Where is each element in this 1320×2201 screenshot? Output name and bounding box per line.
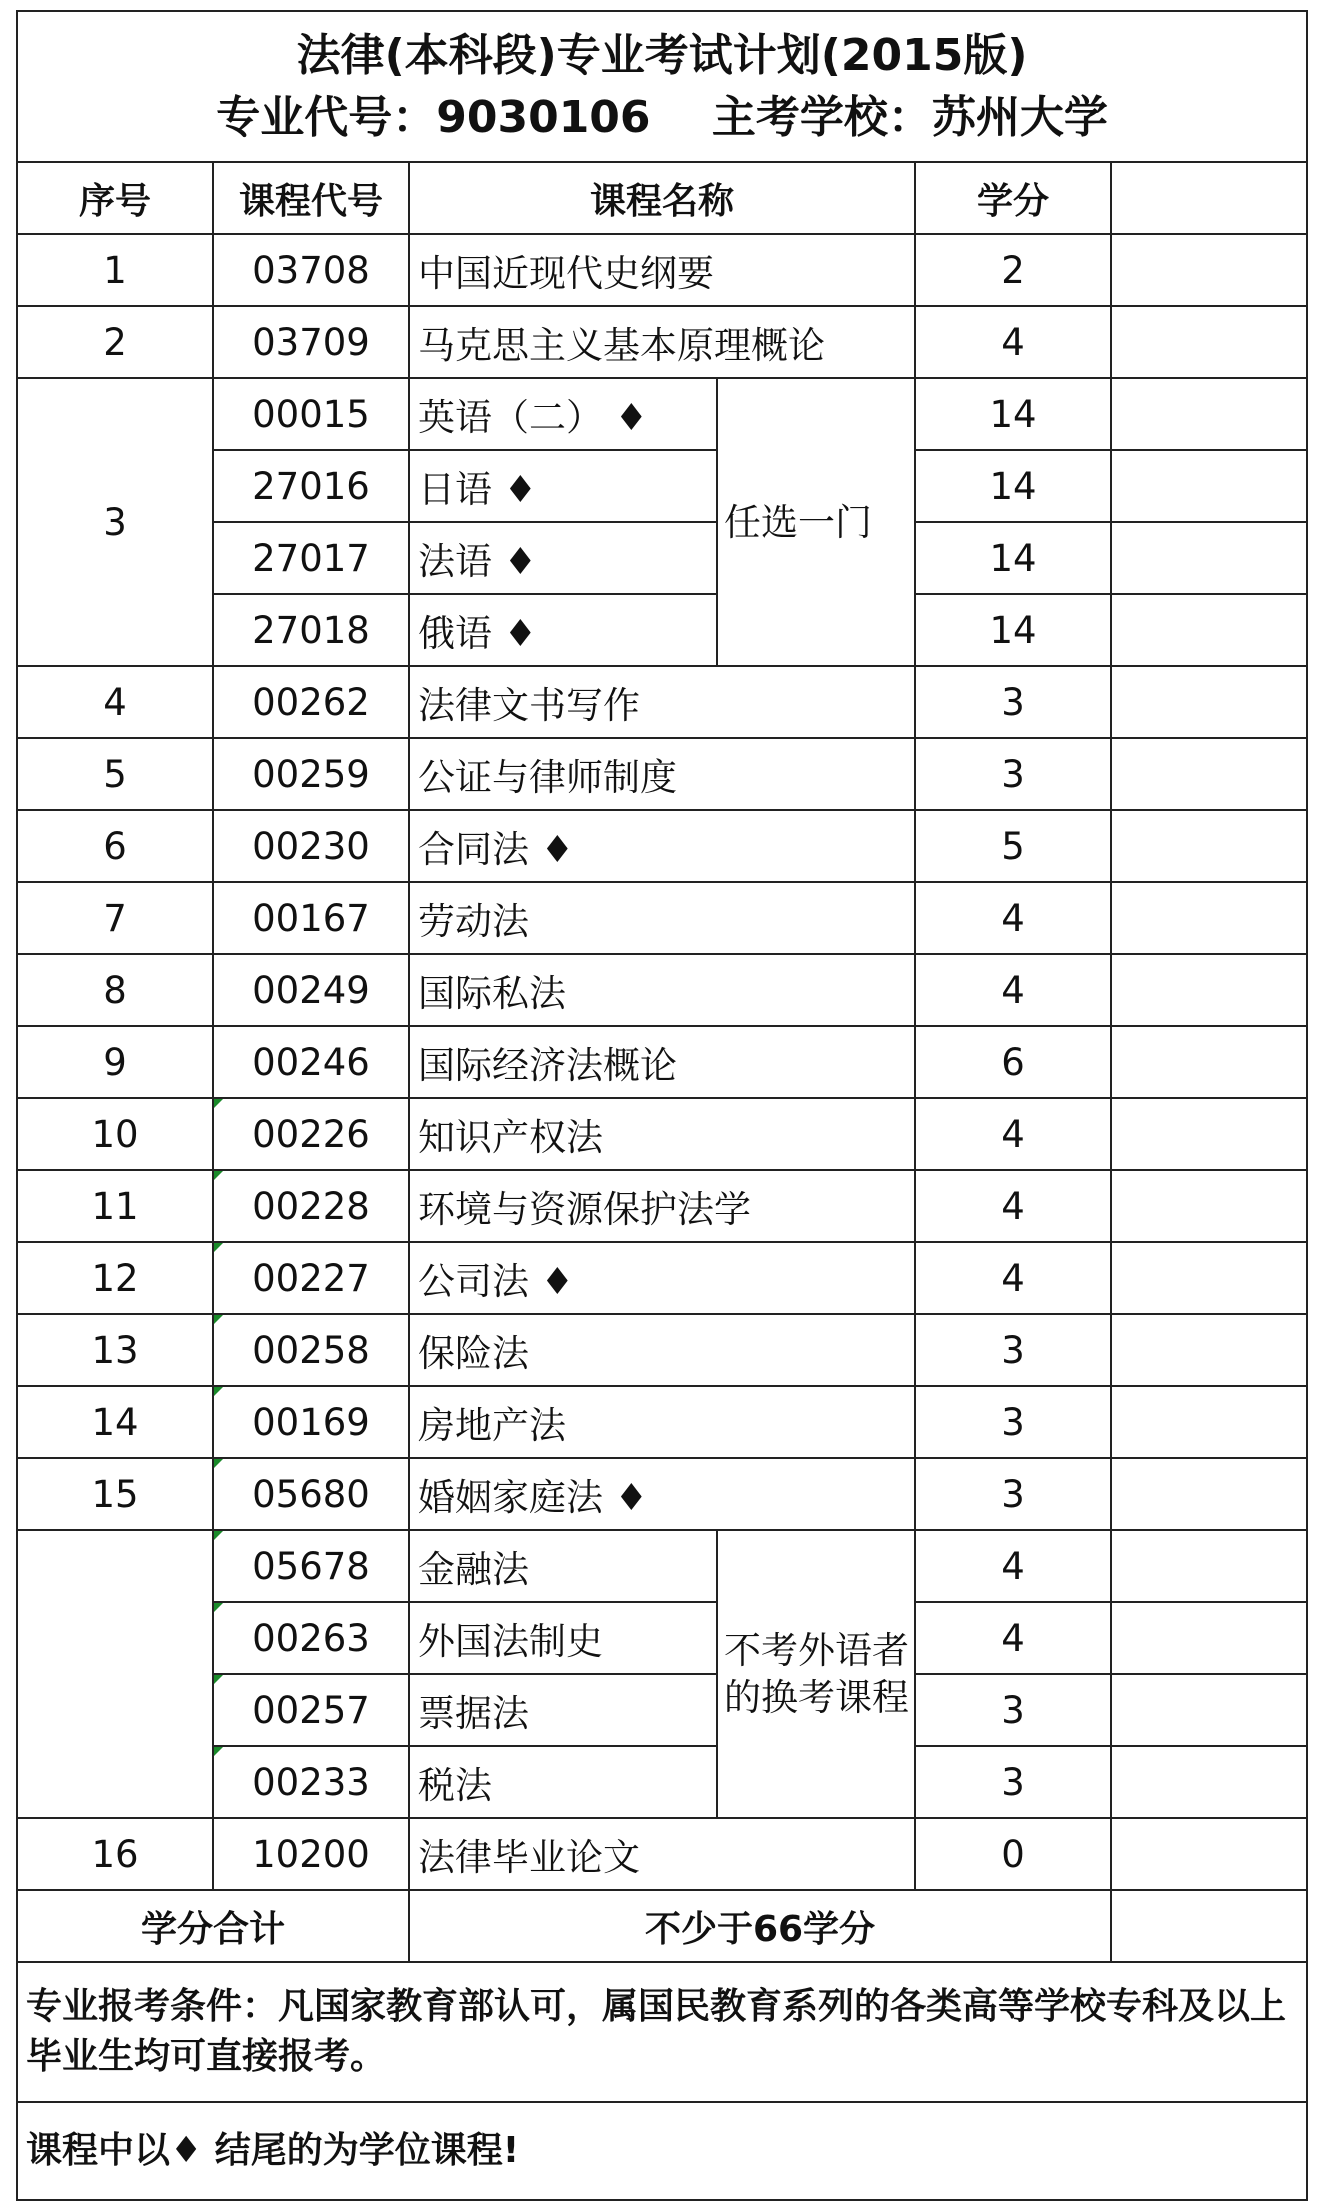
row-extra (1111, 378, 1307, 450)
row-credit: 3 (915, 1314, 1111, 1386)
table-row (17, 1026, 1307, 1098)
row-credit: 5 (915, 810, 1111, 882)
row-extra (1111, 1746, 1307, 1818)
row-code-cell (213, 1458, 409, 1530)
row-extra (1111, 1170, 1307, 1242)
row-credit: 6 (915, 1026, 1111, 1098)
row-name: 外国法制史 (409, 1602, 717, 1674)
row-name: 俄语 ♦ (409, 594, 717, 666)
row-credit: 4 (915, 1170, 1111, 1242)
row-no: 3 (17, 378, 213, 666)
row-code: 00246 (213, 1026, 409, 1098)
row-extra (1111, 738, 1307, 810)
row-name: 公司法 ♦ (409, 1242, 915, 1314)
row-credit: 3 (915, 1674, 1111, 1746)
row-credit: 3 (915, 738, 1111, 810)
row-credit: 4 (915, 1602, 1111, 1674)
row-code: 00258 (252, 1328, 370, 1372)
row-code: 00228 (252, 1184, 370, 1228)
elective-group-label: 任选一门 (717, 378, 915, 666)
table-row (17, 1818, 1307, 1890)
row-credit: 3 (915, 1458, 1111, 1530)
col-header-code: 课程代号 (213, 162, 409, 234)
cell-marker-icon (214, 1387, 223, 1396)
row-code: 00257 (252, 1688, 370, 1732)
cell-marker-icon (214, 1459, 223, 1468)
table-row (17, 234, 1307, 306)
row-extra (1111, 1602, 1307, 1674)
row-extra (1111, 954, 1307, 1026)
row-extra (1111, 1818, 1307, 1890)
row-credit: 14 (915, 378, 1111, 450)
row-extra (1111, 1890, 1307, 1962)
row-no: 11 (17, 1170, 213, 1242)
row-code: 27018 (213, 594, 409, 666)
row-no: 10 (17, 1098, 213, 1170)
substitute-group-label: 不考外语者的换考课程 (717, 1530, 915, 1818)
row-no: 1 (17, 234, 213, 306)
row-name: 劳动法 (409, 882, 915, 954)
row-extra (1111, 1314, 1307, 1386)
row-credit: 14 (915, 522, 1111, 594)
row-code: 00167 (213, 882, 409, 954)
total-label: 学分合计 (17, 1890, 409, 1962)
row-no: 14 (17, 1386, 213, 1458)
row-no (17, 1530, 213, 1818)
course-plan-table (16, 10, 1308, 2201)
row-extra (1111, 594, 1307, 666)
row-credit: 3 (915, 1386, 1111, 1458)
table-row (17, 1458, 1307, 1530)
row-code-cell (213, 1746, 409, 1818)
row-code: 00015 (213, 378, 409, 450)
row-code: 27017 (213, 522, 409, 594)
table-row (17, 1170, 1307, 1242)
row-credit: 3 (915, 666, 1111, 738)
total-row (17, 1890, 1307, 1962)
row-extra (1111, 1242, 1307, 1314)
row-extra (1111, 450, 1307, 522)
cell-marker-icon (214, 1099, 223, 1108)
row-extra (1111, 666, 1307, 738)
table-row (17, 1098, 1307, 1170)
row-credit: 4 (915, 1098, 1111, 1170)
row-code: 00233 (252, 1760, 370, 1804)
row-code: 03708 (213, 234, 409, 306)
row-credit: 4 (915, 954, 1111, 1026)
row-name: 国际经济法概论 (409, 1026, 915, 1098)
row-code: 00259 (213, 738, 409, 810)
row-name: 保险法 (409, 1314, 915, 1386)
cell-marker-icon (214, 1603, 223, 1612)
row-no: 15 (17, 1458, 213, 1530)
row-code: 03709 (213, 306, 409, 378)
row-extra (1111, 306, 1307, 378)
cell-marker-icon (214, 1747, 223, 1756)
row-name: 税法 (409, 1746, 717, 1818)
table-row (17, 1386, 1307, 1458)
table-row (17, 1530, 1307, 1602)
row-credit: 4 (915, 1242, 1111, 1314)
row-extra (1111, 1386, 1307, 1458)
row-credit: 4 (915, 882, 1111, 954)
row-name: 中国近现代史纲要 (409, 234, 915, 306)
row-code-cell (213, 1602, 409, 1674)
plan-title: 法律(本科段)专业考试计划(2015版) (296, 29, 1028, 81)
row-extra (1111, 1530, 1307, 1602)
table-row (17, 1314, 1307, 1386)
row-name: 公证与律师制度 (409, 738, 915, 810)
row-extra (1111, 1458, 1307, 1530)
row-credit: 4 (915, 306, 1111, 378)
col-header-extra (1111, 162, 1307, 234)
row-code: 00226 (252, 1112, 370, 1156)
row-extra (1111, 1098, 1307, 1170)
row-code: 00249 (213, 954, 409, 1026)
row-name: 日语 ♦ (409, 450, 717, 522)
table-row (17, 738, 1307, 810)
table-row (17, 882, 1307, 954)
row-name: 法律毕业论文 (409, 1818, 915, 1890)
row-name: 环境与资源保护法学 (409, 1170, 915, 1242)
row-no: 8 (17, 954, 213, 1026)
row-code: 00263 (252, 1616, 370, 1660)
row-name: 英语（二） ♦ (409, 378, 717, 450)
row-credit: 0 (915, 1818, 1111, 1890)
row-no: 2 (17, 306, 213, 378)
plan-subtitle: 专业代号：9030106 主考学校：苏州大学 (216, 91, 1108, 143)
column-header-row (17, 162, 1307, 234)
row-code: 05678 (252, 1544, 370, 1588)
row-credit: 4 (915, 1530, 1111, 1602)
row-code: 10200 (213, 1818, 409, 1890)
row-code: 00227 (252, 1256, 370, 1300)
row-name: 法语 ♦ (409, 522, 717, 594)
row-name: 金融法 (409, 1530, 717, 1602)
row-credit: 14 (915, 594, 1111, 666)
row-no: 16 (17, 1818, 213, 1890)
row-no: 7 (17, 882, 213, 954)
total-value: 不少于66学分 (409, 1890, 1111, 1962)
condition-note: 专业报考条件：凡国家教育部认可，属国民教育系列的各类高等学校专科及以上毕业生均可直接报考。 (17, 1962, 1307, 2102)
cell-marker-icon (214, 1315, 223, 1324)
row-code-cell (213, 1314, 409, 1386)
condition-note-row (17, 1962, 1307, 2102)
row-code-cell (213, 1530, 409, 1602)
row-code-cell (213, 1242, 409, 1314)
degree-note: 课程中以♦ 结尾的为学位课程! (17, 2102, 1307, 2200)
row-no: 4 (17, 666, 213, 738)
row-name: 知识产权法 (409, 1098, 915, 1170)
row-code-cell (213, 1674, 409, 1746)
row-credit: 3 (915, 1746, 1111, 1818)
row-code: 00169 (252, 1400, 370, 1444)
row-name: 房地产法 (409, 1386, 915, 1458)
table-row (17, 954, 1307, 1026)
row-credit: 14 (915, 450, 1111, 522)
cell-marker-icon (214, 1675, 223, 1684)
row-extra (1111, 1674, 1307, 1746)
row-extra (1111, 234, 1307, 306)
table-row (17, 666, 1307, 738)
cell-marker-icon (214, 1171, 223, 1180)
row-no: 12 (17, 1242, 213, 1314)
row-extra (1111, 810, 1307, 882)
row-name: 马克思主义基本原理概论 (409, 306, 915, 378)
col-header-credit: 学分 (915, 162, 1111, 234)
row-no: 6 (17, 810, 213, 882)
row-code: 00262 (213, 666, 409, 738)
cell-marker-icon (214, 1243, 223, 1252)
row-code-cell (213, 1098, 409, 1170)
row-name: 合同法 ♦ (409, 810, 915, 882)
row-code-cell (213, 1386, 409, 1458)
table-row (17, 1242, 1307, 1314)
row-name: 法律文书写作 (409, 666, 915, 738)
col-header-no: 序号 (17, 162, 213, 234)
row-extra (1111, 1026, 1307, 1098)
row-no: 9 (17, 1026, 213, 1098)
row-name: 票据法 (409, 1674, 717, 1746)
course-plan-sheet (16, 10, 1306, 2201)
degree-note-row (17, 2102, 1307, 2200)
row-code: 27016 (213, 450, 409, 522)
col-header-name: 课程名称 (409, 162, 915, 234)
row-extra (1111, 522, 1307, 594)
row-name: 婚姻家庭法 ♦ (409, 1458, 915, 1530)
table-row (17, 810, 1307, 882)
row-no: 13 (17, 1314, 213, 1386)
row-name: 国际私法 (409, 954, 915, 1026)
row-no: 5 (17, 738, 213, 810)
row-code: 05680 (252, 1472, 370, 1516)
cell-marker-icon (214, 1531, 223, 1540)
table-row (17, 378, 1307, 450)
row-extra (1111, 882, 1307, 954)
row-code-cell (213, 1170, 409, 1242)
row-credit: 2 (915, 234, 1111, 306)
table-row (17, 306, 1307, 378)
title-block (17, 11, 1307, 162)
row-code: 00230 (213, 810, 409, 882)
